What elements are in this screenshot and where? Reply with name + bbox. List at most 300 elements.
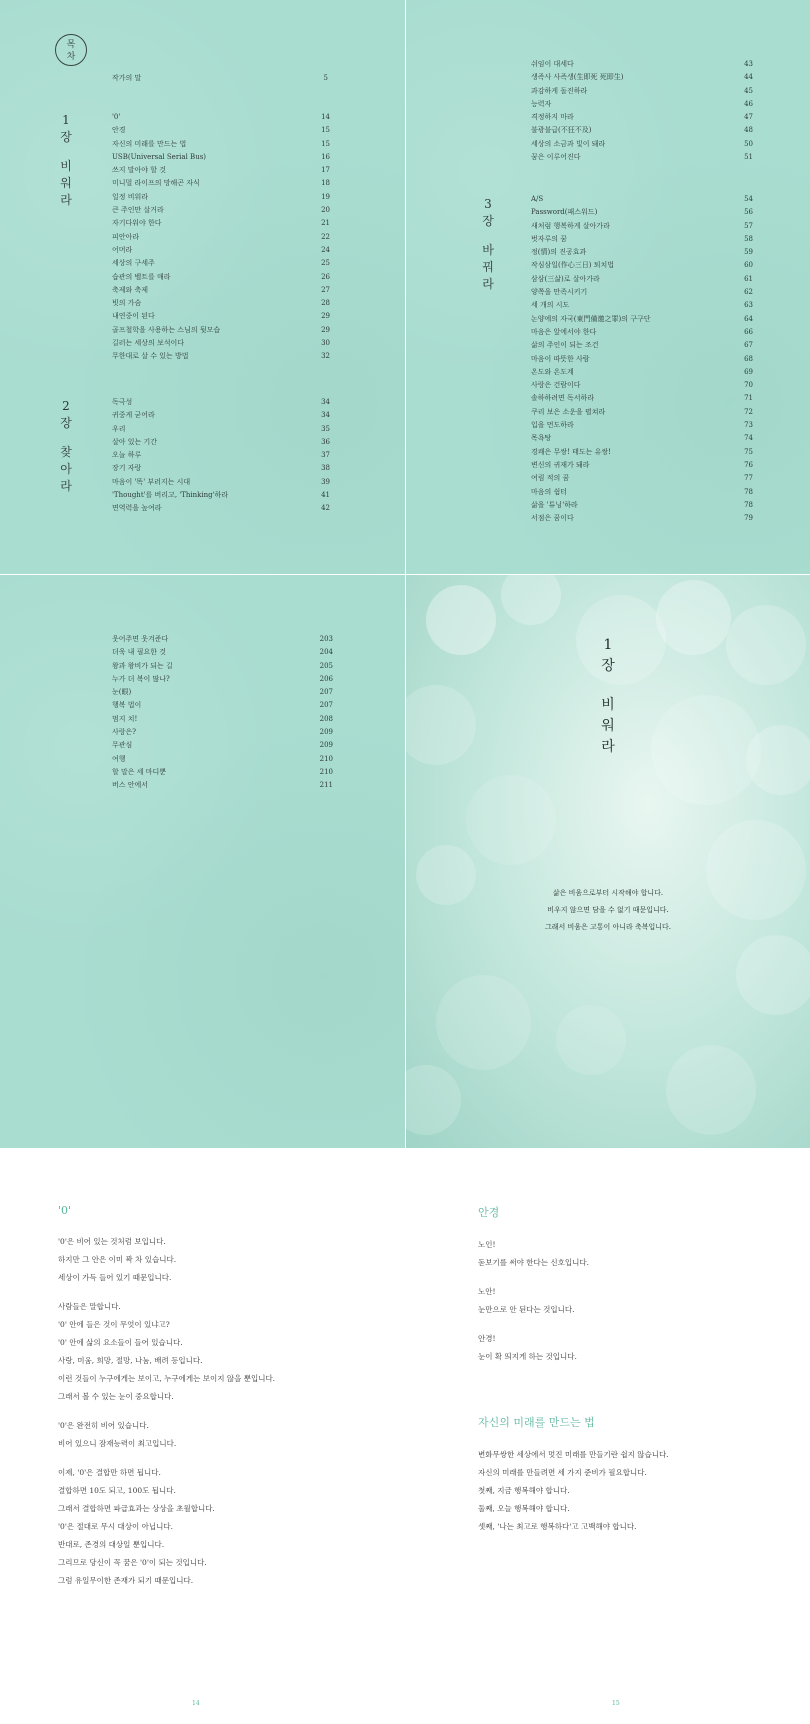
toc-entry-page: 19 <box>321 192 330 201</box>
toc-entry[interactable] <box>112 646 333 659</box>
toc-entry[interactable] <box>112 699 333 712</box>
toc-entry[interactable] <box>112 423 330 436</box>
toc-entry-page: 63 <box>744 301 753 310</box>
toc-entry-title: 세 개의 시도 <box>531 301 570 310</box>
toc-entry-page: 75 <box>744 447 753 456</box>
toc-entry[interactable] <box>112 217 330 230</box>
toc-entry[interactable] <box>531 432 753 445</box>
text-line: 둘째, 오늘 행복해야 합니다. <box>478 1504 570 1513</box>
toc-entry[interactable] <box>531 273 753 286</box>
toc-entry[interactable] <box>112 244 330 257</box>
toc-entry-page: 205 <box>319 661 333 670</box>
toc-entry-title: 더욱 내 필요한 것 <box>112 648 167 657</box>
toc-entry-title: 버스 안에서 <box>112 781 149 790</box>
text-line: 눈만으로 안 된다는 것입니다. <box>478 1305 575 1314</box>
toc-list-chapter2-cont <box>531 58 753 164</box>
toc-badge <box>55 34 87 66</box>
toc-entry-page: 72 <box>744 407 753 416</box>
toc-entry-title: 귀중게 굳어라 <box>112 411 155 420</box>
paragraph <box>58 1417 378 1453</box>
toc-entry-page: 22 <box>321 232 330 241</box>
bokeh-light <box>436 975 531 1070</box>
toc-entry-page: 54 <box>744 195 753 203</box>
toc-entry-page: 74 <box>744 434 753 443</box>
toc-entry-title: 양쪽을 만족시키기 <box>531 288 588 297</box>
toc-entry[interactable] <box>112 449 330 462</box>
chapter-char: 비 <box>60 159 72 173</box>
toc-entry[interactable] <box>112 284 330 297</box>
toc-badge-char: 목 <box>66 40 76 50</box>
text-line: 이런 것들이 누구에게는 보이고, 누구에게는 보이지 않을 뿐입니다. <box>58 1374 276 1383</box>
toc-entry[interactable] <box>112 739 333 752</box>
toc-entry-page: 29 <box>321 325 330 334</box>
toc-entry-title: 축제와 축제 <box>112 285 149 294</box>
toc-entry[interactable] <box>112 779 333 792</box>
toc-entry-page: 69 <box>744 367 753 376</box>
toc-entry-title: 꿈은 이루어진다 <box>531 153 581 162</box>
toc-entry-page: 29 <box>321 312 330 321</box>
toc-entry[interactable] <box>112 766 333 779</box>
toc-entry-page: 14 <box>321 113 330 121</box>
toc-entry-title: 과감하게 돌진하라 <box>531 86 588 95</box>
toc-entry-title: 마음이 따뜻한 사람 <box>531 354 590 363</box>
toc-entry[interactable] <box>531 206 753 219</box>
toc-entry[interactable] <box>531 326 753 339</box>
bokeh-light <box>466 775 556 865</box>
text-line: 비어 있으니 잠재능력이 최고입니다. <box>58 1439 177 1448</box>
toc-entry-title: 면역력을 높여라 <box>112 504 162 513</box>
toc-entry-page: 78 <box>744 500 753 509</box>
toc-entry-title: 내연중이 된다 <box>112 312 155 321</box>
toc-entry[interactable] <box>112 660 333 673</box>
toc-entry-title: Password(패스워드) <box>531 208 598 217</box>
quote-line: 비우지 않으면 담을 수 없기 때문입니다. <box>547 906 669 914</box>
toc-entry[interactable] <box>112 726 333 739</box>
text-line: 첫째, 지금 행복해야 합니다. <box>478 1486 570 1495</box>
toc-entry-page: 27 <box>321 285 330 294</box>
page-number: 15 <box>612 1700 620 1707</box>
toc-entry[interactable] <box>531 124 753 137</box>
toc-entry[interactable] <box>531 299 753 312</box>
toc-entry[interactable] <box>531 313 753 326</box>
toc-entry-page: 39 <box>321 477 330 486</box>
toc-entry-title: 독극성 <box>112 398 133 406</box>
toc-entry-title: 'Thought'를 버리고, 'Thinking'하라 <box>112 491 229 500</box>
chapter-number: 1 <box>603 637 613 653</box>
toc-entry-page: 15 <box>321 126 330 135</box>
toc-entry-title: 경쾌은 무쌍! 태도는 유쌍! <box>531 447 611 456</box>
text-line: 눈이 확 띄지게 하는 것입니다. <box>478 1352 577 1361</box>
toc-entry-page: 206 <box>319 674 333 683</box>
text-line: 안경! <box>478 1334 496 1343</box>
toc-entry[interactable] <box>531 472 753 485</box>
toc-entry[interactable] <box>531 339 753 352</box>
toc-entry-page: 71 <box>744 394 753 403</box>
quote-line: 삶은 비움으로부터 시작해야 합니다. <box>552 889 664 897</box>
toc-entry-page: 35 <box>321 424 330 433</box>
toc-entry-title: 삶의 주인이 되는 조건 <box>531 341 599 350</box>
toc-entry-title: 쓰지 말아야 할 것 <box>112 166 167 175</box>
chapter-char: 비 <box>601 697 615 713</box>
text-line: 하지만 그 안은 이미 꽉 차 있습니다. <box>58 1255 177 1264</box>
toc-entry[interactable] <box>112 138 330 151</box>
toc-page-right <box>406 0 810 574</box>
toc-entry-page: 208 <box>319 714 333 723</box>
toc-entry-page: 38 <box>321 464 330 473</box>
toc-entry-page: 59 <box>744 248 753 257</box>
toc-entry[interactable] <box>531 512 753 525</box>
toc-entry[interactable] <box>112 396 330 409</box>
toc-entry-page: 43 <box>744 60 753 68</box>
toc-entry[interactable] <box>112 337 330 350</box>
toc-entry-page: 57 <box>744 221 753 230</box>
toc-entry[interactable] <box>112 164 330 177</box>
toc-entry[interactable] <box>112 673 333 686</box>
toc-entry-title: 새처럼 행복하게 살아가라 <box>531 221 610 230</box>
toc-entry[interactable] <box>112 686 333 699</box>
toc-entry[interactable] <box>112 124 330 137</box>
toc-entry-page: 76 <box>744 460 753 469</box>
text-line: 반대로, 존경의 대상일 뿐입니다. <box>58 1540 165 1549</box>
toc-entry[interactable] <box>112 297 330 310</box>
toc-entry-title: 습관의 벨트를 매라 <box>112 272 171 281</box>
chapter-opener-page <box>406 575 810 1148</box>
toc-entry-page: 5 <box>323 74 328 82</box>
toc-list-final <box>112 633 333 793</box>
toc-entry-title: 사랑은? <box>112 728 137 737</box>
toc-entry-title: 멈지 치! <box>112 714 138 723</box>
toc-entry-page: 18 <box>321 179 330 188</box>
toc-entry-title: 정(情)의 진공효과 <box>531 248 587 257</box>
chapter-char: 찾 <box>60 445 72 459</box>
toc-entry-page: 207 <box>319 688 333 697</box>
toc-entry-page: 37 <box>321 451 330 460</box>
toc-entry-page: 21 <box>321 219 330 228</box>
toc-entry[interactable] <box>531 286 753 299</box>
toc-entry-page: 78 <box>744 487 753 496</box>
toc-entry-title: 큰 주인만 살거라 <box>112 206 164 215</box>
toc-entry[interactable] <box>112 204 330 217</box>
toc-entry[interactable] <box>112 476 330 489</box>
toc-entry-title: 입을 먼도하라 <box>531 421 574 430</box>
toc-entry-page: 46 <box>744 99 753 108</box>
toc-entry-page: 25 <box>321 259 330 268</box>
chapter-char: 바 <box>482 243 494 257</box>
toc-entry[interactable] <box>531 459 753 472</box>
toc-entry[interactable] <box>112 462 330 475</box>
chapter-char: 아 <box>60 462 72 476</box>
toc-entry-page: 36 <box>321 437 330 446</box>
toc-entry-page: 16 <box>321 152 330 161</box>
toc-entry[interactable] <box>531 151 753 164</box>
toc-entry-page: 79 <box>744 514 753 523</box>
chapter-char: 라 <box>601 739 615 755</box>
text-line: 노인! <box>478 1240 496 1249</box>
toc-entry[interactable] <box>112 753 333 766</box>
toc-entry-title: 장기 자랑 <box>112 464 142 473</box>
chapter2-label <box>56 398 76 495</box>
bokeh-light <box>406 1065 461 1135</box>
toc-entry[interactable] <box>112 713 333 726</box>
toc-entry-page: 68 <box>744 354 753 363</box>
toc-entry-title: 능력자 <box>531 99 552 108</box>
toc-entry[interactable] <box>112 350 330 363</box>
quote-line: 그래서 비움은 고통이 아니라 축복입니다. <box>544 923 672 931</box>
toc-entry[interactable] <box>112 271 330 284</box>
toc-entry-title: 행복 법이 <box>112 701 142 710</box>
text-line: 돋보기를 써야 한다는 신호입니다. <box>478 1258 589 1267</box>
toc-entry[interactable] <box>531 85 753 98</box>
toc-entry-title: 무관심 <box>112 741 133 750</box>
toc-entry-title: 여행 <box>112 754 126 763</box>
toc-entry-title: USB(Universal Serial Bus) <box>112 152 207 161</box>
toc-entry[interactable] <box>112 436 330 449</box>
toc-entry[interactable] <box>112 191 330 204</box>
toc-entry[interactable] <box>531 111 753 124</box>
toc-entry-page: 67 <box>744 341 753 350</box>
toc-entry[interactable] <box>112 111 330 124</box>
toc-entry-title: 우리 <box>112 424 126 433</box>
toc-entry-page: 50 <box>744 139 753 148</box>
toc-entry-page: 58 <box>744 234 753 243</box>
chapter-char: 꿔 <box>482 260 494 274</box>
bokeh-light <box>666 1045 756 1135</box>
toc-entry[interactable] <box>531 366 753 379</box>
toc-entry-title: 세상의 소금과 빛이 돼라 <box>531 139 606 148</box>
toc-entry-title: 마음의 쉼터 <box>531 487 568 496</box>
toc-entry[interactable] <box>112 310 330 323</box>
toc-entry-title: 자신의 미래를 만드는 법 <box>112 139 187 148</box>
toc-entry-title: A/S <box>531 195 544 203</box>
text-line: '0' 안에 삶의 요소들이 들어 있습니다. <box>58 1338 183 1347</box>
toc-entry-page: 203 <box>319 635 333 643</box>
chapter3-label <box>478 196 498 293</box>
chapter-quote <box>406 885 810 936</box>
toc-entry-title: 삶을 '튜닝'하라 <box>531 500 578 509</box>
toc-entry-page: 17 <box>321 166 330 175</box>
text-line: 셋째, '나는 최고로 행복하다'고 고백해야 합니다. <box>478 1522 637 1531</box>
toc-entry[interactable] <box>531 353 753 366</box>
toc-entry-page: 209 <box>319 728 333 737</box>
bokeh-light <box>736 935 810 1015</box>
toc-entry-page: 28 <box>321 299 330 308</box>
toc-entry[interactable] <box>112 409 330 422</box>
toc-entry[interactable] <box>531 486 753 499</box>
toc-page-left <box>0 0 405 574</box>
toc-entry[interactable] <box>531 499 753 512</box>
toc-entry[interactable] <box>531 220 753 233</box>
toc-entry[interactable] <box>112 151 330 164</box>
toc-entry-title: 세상의 구세주 <box>112 259 155 268</box>
toc-entry-title: 생즉사 사즉생(生即死 死即生) <box>531 73 624 82</box>
chapter-char: 장 <box>60 416 72 430</box>
toc-entry-page: 34 <box>321 398 330 406</box>
toc-entry[interactable] <box>112 177 330 190</box>
toc-entry-title: 작가의 말 <box>112 74 142 82</box>
toc-entry-page: 56 <box>744 208 753 217</box>
toc-entry-title: 온도와 온도계 <box>531 367 574 376</box>
toc-entry-title: 작심삼일(作心三日) 퇴치법 <box>531 261 615 270</box>
chapter-number: 1 <box>62 113 70 127</box>
toc-entry-title: 빗의 가슴 <box>112 299 142 308</box>
section-heading: 안경 <box>478 1206 500 1219</box>
toc-entry-page: 210 <box>319 754 333 763</box>
toc-entry[interactable] <box>531 71 753 84</box>
text-line: 노안! <box>478 1287 496 1296</box>
chapter-number: 3 <box>484 197 492 211</box>
toc-entry-title: 솔하하려면 독서하라 <box>531 394 595 403</box>
toc-entry-title: 자기다워야 한다 <box>112 219 162 228</box>
chapter-char: 장 <box>601 658 615 674</box>
toc-entry-title: 불광불급(不狂不及) <box>531 126 592 135</box>
toc-entry[interactable] <box>531 446 753 459</box>
chapter1-label <box>56 112 76 209</box>
text-line: 그럼 유일무이한 존재가 되기 때문입니다. <box>58 1576 194 1585</box>
toc-entry-page: 207 <box>319 701 333 710</box>
toc-entry-page: 209 <box>319 741 333 750</box>
toc-entry-title: 쉬임이 대세다 <box>531 60 574 68</box>
page-number: 14 <box>192 1700 200 1707</box>
toc-list-chapter3 <box>531 193 753 525</box>
toc-entry-title: 사랑은 건람이다 <box>531 381 581 390</box>
toc-entry-page: 24 <box>321 245 330 254</box>
toc-entry-page: 64 <box>744 314 753 323</box>
toc-entry-title: 피안아라 <box>112 232 140 241</box>
chapter-title <box>406 635 810 758</box>
toc-entry-page: 66 <box>744 327 753 336</box>
body-spread <box>0 1148 810 1724</box>
toc-entry[interactable] <box>531 98 753 111</box>
toc-entry-title: 골프철학을 사용하는 스님의 뒷모습 <box>112 325 221 334</box>
text-line: 이제, '0'은 결합만 하면 됩니다. <box>58 1468 161 1477</box>
toc-entry-page: 210 <box>319 767 333 776</box>
toc-entry[interactable] <box>531 379 753 392</box>
toc-entry-title: 격정하지 마라 <box>531 113 574 122</box>
toc-entry-title: 할 말은 세 마디뿐 <box>112 767 167 776</box>
toc-entry-page: 60 <box>744 261 753 270</box>
toc-entry-title: 눈(眼) <box>112 688 132 697</box>
toc-entry-page: 211 <box>319 781 333 790</box>
section-heading: '0' <box>58 1204 72 1217</box>
text-line: '0'은 비어 있는 것처럼 보입니다. <box>58 1237 166 1246</box>
toc-entry-page: 20 <box>321 206 330 215</box>
toc-entry-page: 62 <box>744 288 753 297</box>
toc-entry-page: 45 <box>744 86 753 95</box>
toc-entry[interactable] <box>112 324 330 337</box>
text-line: 세상이 가득 들어 있기 때문입니다. <box>58 1273 172 1282</box>
chapter-number: 2 <box>62 399 70 413</box>
chapter-char: 워 <box>60 176 72 190</box>
page-14 <box>58 1204 378 1601</box>
toc-entry-title: 삼삼(三삶)로 살아가라 <box>531 274 600 283</box>
paragraph <box>478 1446 778 1536</box>
text-line: '0'은 완전히 비어 있습니다. <box>58 1421 149 1430</box>
toc-entry[interactable] <box>112 231 330 244</box>
toc-entry[interactable] <box>112 257 330 270</box>
toc-entry-page: 26 <box>321 272 330 281</box>
section-heading: 자신의 미래를 만드는 법 <box>478 1416 595 1429</box>
toc-entry-title: 오늘 하루 <box>112 451 142 460</box>
toc-entry-title: 웃어주면 웃겨준다 <box>112 635 169 643</box>
toc-entry-title: 변신의 귀재가 돼라 <box>531 460 590 469</box>
toc-entry-page: 204 <box>319 648 333 657</box>
chapter-char: 장 <box>60 130 72 144</box>
toc-entry-title: 안경 <box>112 126 126 135</box>
toc-entry-title: '0' <box>112 113 121 121</box>
toc-entry[interactable] <box>531 138 753 151</box>
paragraph <box>58 1464 378 1590</box>
toc-entry-title: 여림 적의 꿈 <box>531 474 570 483</box>
toc-entry[interactable] <box>531 193 753 206</box>
toc-entry[interactable] <box>531 419 753 432</box>
toc-entry-title: 길러는 세상의 보석이다 <box>112 339 185 348</box>
toc-entry-page: 32 <box>321 352 330 361</box>
bokeh-light <box>501 575 561 625</box>
toc-entry-title: 미니멀 라이프의 망해곤 자식 <box>112 179 200 188</box>
toc-entry-title: 살아 있는 기간 <box>112 437 158 446</box>
text-line: 그리므로 당신이 꼭 꿈은 '0'이 되는 것입니다. <box>58 1558 207 1567</box>
toc-entry-page: 15 <box>321 139 330 148</box>
page-15 <box>478 1204 778 1547</box>
toc-entry[interactable] <box>531 233 753 246</box>
toc-entry[interactable] <box>112 72 328 85</box>
paragraph <box>58 1298 378 1406</box>
toc-entry[interactable] <box>531 246 753 259</box>
chapter-char: 라 <box>482 277 494 291</box>
toc-entry-title: 벗자루의 꿈 <box>531 234 568 243</box>
toc-list-chapter2 <box>112 396 330 516</box>
toc-entry-page: 73 <box>744 421 753 430</box>
toc-entry-title: 무한대로 살 수 있는 방법 <box>112 352 189 361</box>
toc-entry-title: 어머라 <box>112 245 133 254</box>
toc-entry-page: 30 <box>321 339 330 348</box>
paragraph <box>478 1236 778 1272</box>
toc-entry-title: 마음은 앞에서야 한다 <box>531 327 597 336</box>
toc-entry-page: 51 <box>744 153 753 162</box>
toc-entry-page: 48 <box>744 126 753 135</box>
toc-page-continued <box>0 575 405 1148</box>
toc-entry[interactable] <box>531 392 753 405</box>
bokeh-light <box>556 1005 626 1075</box>
text-line: 사람들은 말합니다. <box>58 1302 121 1311</box>
text-line: 결합하면 10도 되고, 100도 됩니다. <box>58 1486 176 1495</box>
toc-entry-page: 42 <box>321 504 330 513</box>
toc-entry[interactable] <box>531 259 753 272</box>
toc-entry-page: 61 <box>744 274 753 283</box>
text-line: 자신의 미래를 만들려면 세 가지 준비가 필요합니다. <box>478 1468 647 1477</box>
toc-entry-title: 마음이 '똑' 부러지는 시대 <box>112 477 191 486</box>
toc-entry[interactable] <box>531 58 753 71</box>
toc-entry-page: 70 <box>744 381 753 390</box>
toc-list-chapter1 <box>112 111 330 364</box>
toc-list-intro <box>112 72 328 85</box>
toc-entry-title: 누가 더 복이 많나? <box>112 674 170 683</box>
text-line: 그래서 볼 수 있는 눈이 중요합니다. <box>58 1392 174 1401</box>
text-line: 사랑, 미움, 희망, 절망, 나눔, 배려 등입니다. <box>58 1356 203 1365</box>
text-line: 그래서 결합하면 파급효과는 상상을 초월합니다. <box>58 1504 215 1513</box>
toc-entry-title: 일정 비워라 <box>112 192 149 201</box>
toc-entry[interactable] <box>112 633 333 646</box>
toc-entry-page: 34 <box>321 411 330 420</box>
toc-entry-page: 77 <box>744 474 753 483</box>
chapter-char: 라 <box>60 193 72 207</box>
toc-entry[interactable] <box>531 406 753 419</box>
paragraph <box>478 1283 778 1319</box>
chapter-char: 장 <box>482 214 494 228</box>
toc-entry[interactable] <box>112 489 330 502</box>
toc-entry[interactable] <box>112 502 330 515</box>
toc-entry-title: 서점은 꿈이다 <box>531 514 574 523</box>
